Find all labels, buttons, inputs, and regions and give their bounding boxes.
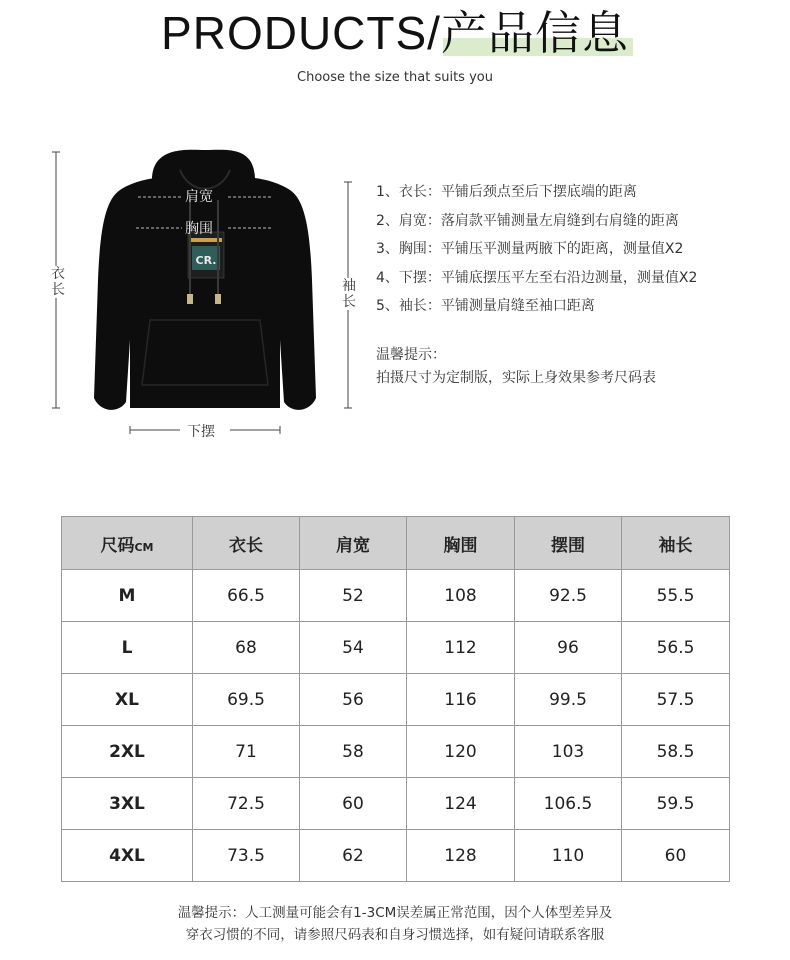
- size-cell: XL: [62, 674, 193, 726]
- value-cell: 68: [193, 622, 300, 674]
- footer-note: [0, 902, 790, 946]
- value-cell: 92.5: [515, 570, 622, 622]
- value-cell: 99.5: [515, 674, 622, 726]
- footer-line: 温馨提示：人工测量可能会有1-3CM误差属正常范围，因个人体型差异及: [177, 905, 613, 921]
- note-item: 3、胸围：平铺压平测量两腋下的距离，测量值X2: [376, 241, 684, 257]
- value-cell: 110: [515, 830, 622, 882]
- value-cell: 52: [300, 570, 407, 622]
- value-cell: 72.5: [193, 778, 300, 830]
- header-unit: CM: [134, 540, 154, 554]
- note-item: 1、衣长：平铺后颈点至后下摆底端的距离: [376, 184, 637, 200]
- value-cell: 56.5: [622, 622, 730, 674]
- table-row: [62, 622, 730, 674]
- hoodie-diagram: [40, 140, 370, 450]
- sleeve-label: 袖长: [342, 278, 356, 310]
- tip-text: 拍摄尺寸为定制版，实际上身效果参考尺码表: [376, 370, 656, 386]
- value-cell: 60: [300, 778, 407, 830]
- table-row: [62, 726, 730, 778]
- value-cell: 124: [407, 778, 515, 830]
- title-block: [0, 6, 790, 60]
- value-cell: 57.5: [622, 674, 730, 726]
- value-cell: 58: [300, 726, 407, 778]
- value-cell: 120: [407, 726, 515, 778]
- size-chart-table: [61, 516, 730, 882]
- value-cell: 96: [515, 622, 622, 674]
- value-cell: 66.5: [193, 570, 300, 622]
- size-cell: M: [62, 570, 193, 622]
- value-cell: 71: [193, 726, 300, 778]
- size-cell: 4XL: [62, 830, 193, 882]
- note-item: 2、肩宽：落肩款平铺测量左肩缝到右肩缝的距离: [376, 212, 679, 229]
- header-hem: 摆围: [515, 517, 622, 570]
- page-title: PRODUCTS/产品信息: [161, 6, 629, 60]
- size-cell: 2XL: [62, 726, 193, 778]
- value-cell: 73.5: [193, 830, 300, 882]
- value-cell: 106.5: [515, 778, 622, 830]
- table-header-row: [62, 517, 730, 570]
- value-cell: 108: [407, 570, 515, 622]
- page-subtitle: Choose the size that suits you: [297, 70, 493, 85]
- value-cell: 59.5: [622, 778, 730, 830]
- value-cell: 60: [622, 830, 730, 882]
- svg-text:CR.: CR.: [195, 254, 217, 267]
- table-row: [62, 570, 730, 622]
- size-cell: 3XL: [62, 778, 193, 830]
- header-sleeve: 袖长: [622, 517, 730, 570]
- value-cell: 69.5: [193, 674, 300, 726]
- header-chest: 胸围: [407, 517, 515, 570]
- header-size: 尺码CM: [62, 517, 193, 570]
- shoulder-label: 肩宽: [185, 189, 213, 205]
- table-row: [62, 674, 730, 726]
- value-cell: 103: [515, 726, 622, 778]
- value-cell: 112: [407, 622, 515, 674]
- note-item: 5、袖长：平铺测量肩缝至袖口距离: [376, 298, 595, 314]
- value-cell: 62: [300, 830, 407, 882]
- table-row: [62, 830, 730, 882]
- hem-label: 下摆: [187, 424, 215, 440]
- value-cell: 55.5: [622, 570, 730, 622]
- value-cell: 128: [407, 830, 515, 882]
- footer-line: 穿衣习惯的不同，请参照尺码表和自身习惯选择，如有疑问请联系客服: [185, 927, 605, 943]
- value-cell: 58.5: [622, 726, 730, 778]
- tip-title: 温馨提示：: [376, 347, 446, 363]
- header-shoulder: 肩宽: [300, 517, 407, 570]
- shooting-tip: [376, 344, 656, 390]
- value-cell: 116: [407, 674, 515, 726]
- measurement-notes: [376, 178, 697, 321]
- header-length: 衣长: [193, 517, 300, 570]
- length-label: 衣长: [51, 266, 65, 298]
- value-cell: 56: [300, 674, 407, 726]
- note-item: 4、下摆：平铺底摆压平左至右沿边测量，测量值X2: [376, 269, 698, 286]
- value-cell: 54: [300, 622, 407, 674]
- chest-label: 胸围: [185, 221, 213, 237]
- table-row: [62, 778, 730, 830]
- size-cell: L: [62, 622, 193, 674]
